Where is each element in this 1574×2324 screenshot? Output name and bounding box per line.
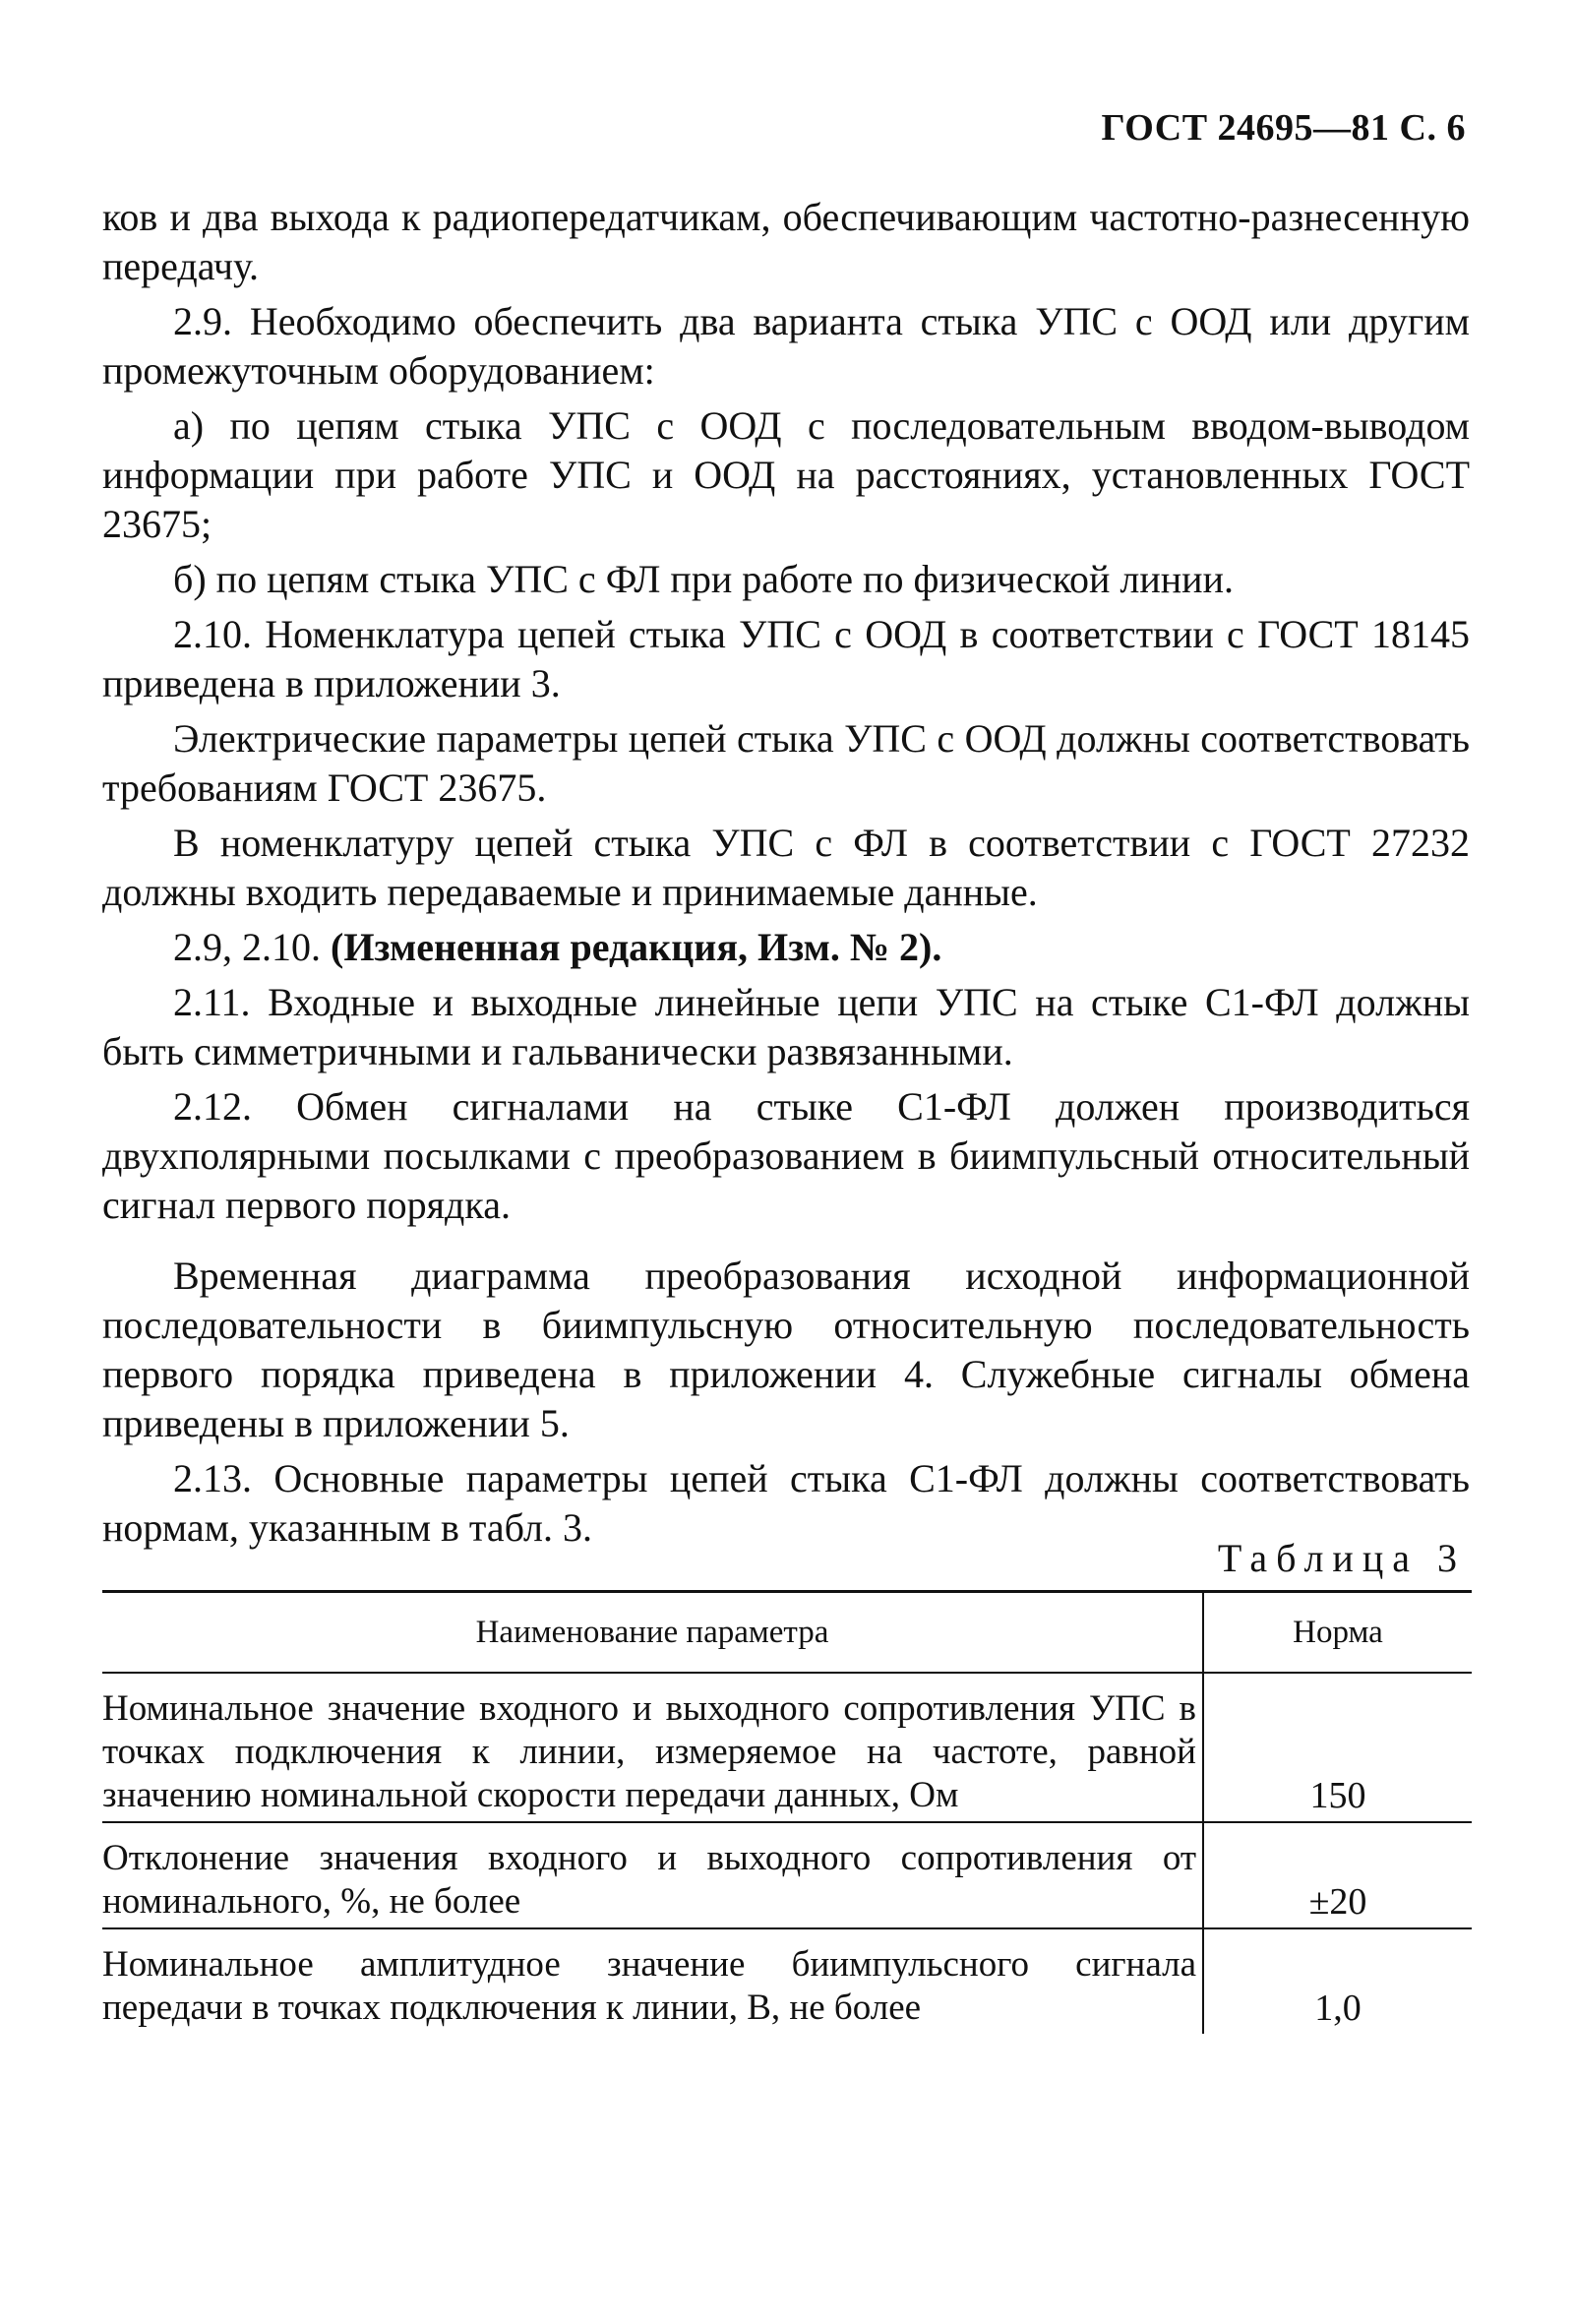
column-header-parameter: Наименование параметра: [102, 1592, 1203, 1674]
table-cell-norm: 1,0: [1314, 1988, 1362, 2029]
paragraph-2-12: 2.12. Обмен сигналами на стыке С1-ФЛ должен производиться двухполярными посылками с преобразованием в биимпульсный относительный сигнал первого порядка.: [102, 1084, 1470, 1227]
amendment-ref: 2.9, 2.10.: [173, 925, 331, 969]
table-cell-parameter: Отклонение значения входного и выходного сопротивления от номинального, %, не более: [102, 1822, 1203, 1928]
paragraph-2-9: 2.9. Необходимо обеспечить два варианта стыка УПС с ООД или другим промежуточным оборудованием:: [102, 299, 1470, 393]
paragraph-amendment: [102, 923, 1470, 972]
table-cell-parameter: Номинальное амплитудное значение биимпульсного сигнала передачи в точках подключения к линии, В, не более: [102, 1928, 1203, 2034]
paragraph-electrical-params: Электрические параметры цепей стыка УПС с ООД должны соответствовать требованиям ГОСТ 23675.: [102, 716, 1470, 810]
paragraph-2-11: 2.11. Входные и выходные линейные цепи УПС на стыке С1-ФЛ должны быть симметричными и гальванически развязанными.: [102, 980, 1470, 1073]
paragraph-timing-diagram: Временная диаграмма преобразования исходной информационной последовательности в биимпульсную относительную последовательность первого порядка приведена в приложении 4. Служебные сигналы обмена приведены в приложении 5.: [102, 1254, 1470, 1445]
table-header-row: [102, 1592, 1472, 1674]
column-header-norm: Норма: [1203, 1592, 1472, 1674]
table-row: [102, 1673, 1472, 1822]
paragraph-continuation: ков и два выхода к радиопередатчикам, обеспечивающим частотно-разнесенную передачу.: [102, 195, 1470, 288]
paragraph-2-10: 2.10. Номенклатура цепей стыка УПС с ООД в соответствии с ГОСТ 18145 приведена в приложении 3.: [102, 612, 1470, 705]
table-cell-parameter: Номинальное значение входного и выходного сопротивления УПС в точках подключения к линии, измеряемое на частоте, равной значению номинальной скорости передачи данных, Ом: [102, 1673, 1203, 1822]
paragraph-2-9-a: а) по цепям стыка УПС с ООД с последовательным вводом-выводом информации при работе УПС и ООД на расстояниях, установленных ГОСТ 23675;: [102, 403, 1470, 546]
paragraph-nomenclature: В номенклатуру цепей стыка УПС с ФЛ в соответствии с ГОСТ 27232 должны входить передаваемые и принимаемые данные.: [102, 821, 1470, 914]
parameters-table: [102, 1590, 1472, 2034]
amendment-note: (Измененная редакция, Изм. № 2).: [331, 925, 942, 969]
paragraph-2-13: 2.13. Основные параметры цепей стыка С1-ФЛ должны соответствовать нормам, указанным в табл. 3.: [102, 1456, 1470, 1550]
body-text: [102, 193, 1470, 1559]
table-caption: Таблица 3: [1217, 1536, 1466, 1580]
page-header: ГОСТ 24695—81 С. 6: [1101, 107, 1466, 149]
table-row: [102, 1928, 1472, 2034]
table-row: [102, 1822, 1472, 1928]
table-cell-norm: 150: [1203, 1673, 1472, 1822]
table-cell-norm: ±20: [1203, 1822, 1472, 1928]
paragraph-2-9-b: б) по цепям стыка УПС с ФЛ при работе по физической линии.: [173, 557, 1234, 601]
